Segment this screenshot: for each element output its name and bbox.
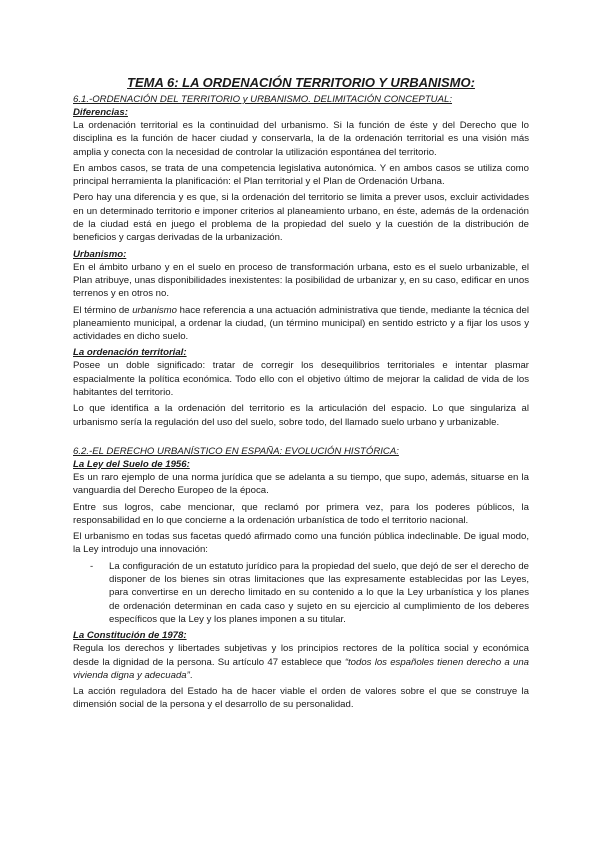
emphasis: urbanismo (132, 304, 177, 316)
text-run: hace referencia a una actuación administrativa que tiende, mediante la técnica del planeamiento municipal, a ordenar la ciudad, (un término municipal) en sentido estricto y a fijar los usos y actividades en dicho suelo. (73, 304, 529, 343)
document-page (73, 74, 529, 715)
paragraph: La acción reguladora del Estado ha de hacer viable el orden de valores sobre el que se construye la dimensión social de la persona y el desarrollo de su personalidad. (73, 686, 529, 711)
list-item (73, 560, 529, 626)
text-run: . (189, 669, 193, 681)
section-heading-6-1: 6.1.-ORDENACIÓN DEL TERRITORIO y URBANISMO. DELIMITACIÓN CONCEPTUAL: (73, 94, 453, 105)
paragraph: Posee un doble significado: tratar de corregir los desequilibrios territoriales e intentar plasmar espacialmente la política económica. Todo ello con el objetivo último de mejorar la calidad de vida de los habitantes del territorio. (73, 360, 529, 399)
paragraph: Pero hay una diferencia y es que, si la ordenación del territorio se limita a prever usos, excluir actividades en un determinado territorio e imponer criterios al planeamiento urbano, en éste, además de la ordenación de la ciudad está en juego el problema de la propiedad del suelo y la cuestión de la distribución de beneficios y cargas derivadas de la urbanización. (73, 192, 529, 244)
dash-bullet: - (90, 560, 94, 572)
list-item-text: La configuración de un estatuto jurídico para la propiedad del suelo, que dejó de ser el derecho de disponer de los bienes sin otras limitaciones que las expresamente establecidas por las Leyes, para convertirse en un derecho limitado en su contenido a lo que la Ley urbanística y los planes de ordenación determinan en cada caso y sujeto en su ejercicio al cumplimiento de los deberes específicos que la Ley y los planes imponen a su titular. (109, 560, 529, 625)
paragraph: Es un raro ejemplo de una norma jurídica que se adelanta a su tiempo, que supo, además, situarse en la vanguardia del Derecho Europeo de la época. (73, 471, 529, 497)
paragraph: Lo que identifica a la ordenación del territorio es la articulación del espacio. Lo que singulariza al urbanismo sería la regulación del uso del suelo, sobre todo, del llamado suelo urbano y urbanizable. (73, 403, 529, 428)
subheading-urbanismo: Urbanismo: (73, 248, 127, 260)
paragraph: En ambos casos, se trata de una competencia legislativa autonómica. Y en ambos casos se utiliza como principal herramienta la planificación: el Plan territorial y el Plan de Ordenación Urbana. (73, 162, 529, 188)
paragraph: El urbanismo en todas sus facetas quedó afirmado como una función pública indeclinable. De igual modo, la Ley introdujo una innovación: (73, 531, 529, 556)
subheading-ordenacion-territorial: La ordenación territorial: (73, 347, 187, 359)
text-run: Regula los derechos y libertades subjetivas y los principios rectores de la política social y económica desde la dignidad de la persona. Su artículo 47 establece que (73, 643, 529, 668)
subheading-diferencias: Diferencias: (73, 107, 128, 118)
text-run: El término de (73, 304, 133, 316)
bullet-list (73, 560, 529, 626)
paragraph: La ordenación territorial es la continuidad del urbanismo. Si la función de éste y del Derecho que lo disciplina es la función de hacer ciudad y conservarla, la de la ordenación territorial es una visión más amplia y conecta con la necesidad de controlar la utilización espontánea del territorio. (73, 120, 529, 158)
paragraph (73, 642, 529, 682)
document-title: TEMA 6: LA ORDENACIÓN TERRITORIO Y URBANISMO: (127, 75, 475, 90)
subheading-constitucion-1978: La Constitución de 1978: (73, 630, 187, 642)
section-heading-6-2: 6.2.-EL DERECHO URBANÍSTICO EN ESPAÑA: EVOLUCIÓN HISTÓRICA: (73, 445, 399, 457)
paragraph: Entre sus logros, cabe mencionar, que reclamó por primera vez, para los poderes públicos, la responsabilidad en lo que concierne a la ordenación urbanística de todo el territorio nacional. (73, 501, 529, 526)
quotation: “todos los españoles tienen derecho a una vivienda digna y adecuada” (73, 656, 529, 681)
paragraph: En el ámbito urbano y en el suelo en proceso de transformación urbana, esto es el suelo urbanizable, el Plan atribuye, unas disponibilidades inexistentes: la posibilidad de urbanizar y, en su caso, edificar en unos terrenos y en otros no. (73, 261, 529, 300)
subheading-ley-suelo-1956: La Ley del Suelo de 1956: (73, 458, 190, 470)
paragraph (73, 304, 529, 344)
